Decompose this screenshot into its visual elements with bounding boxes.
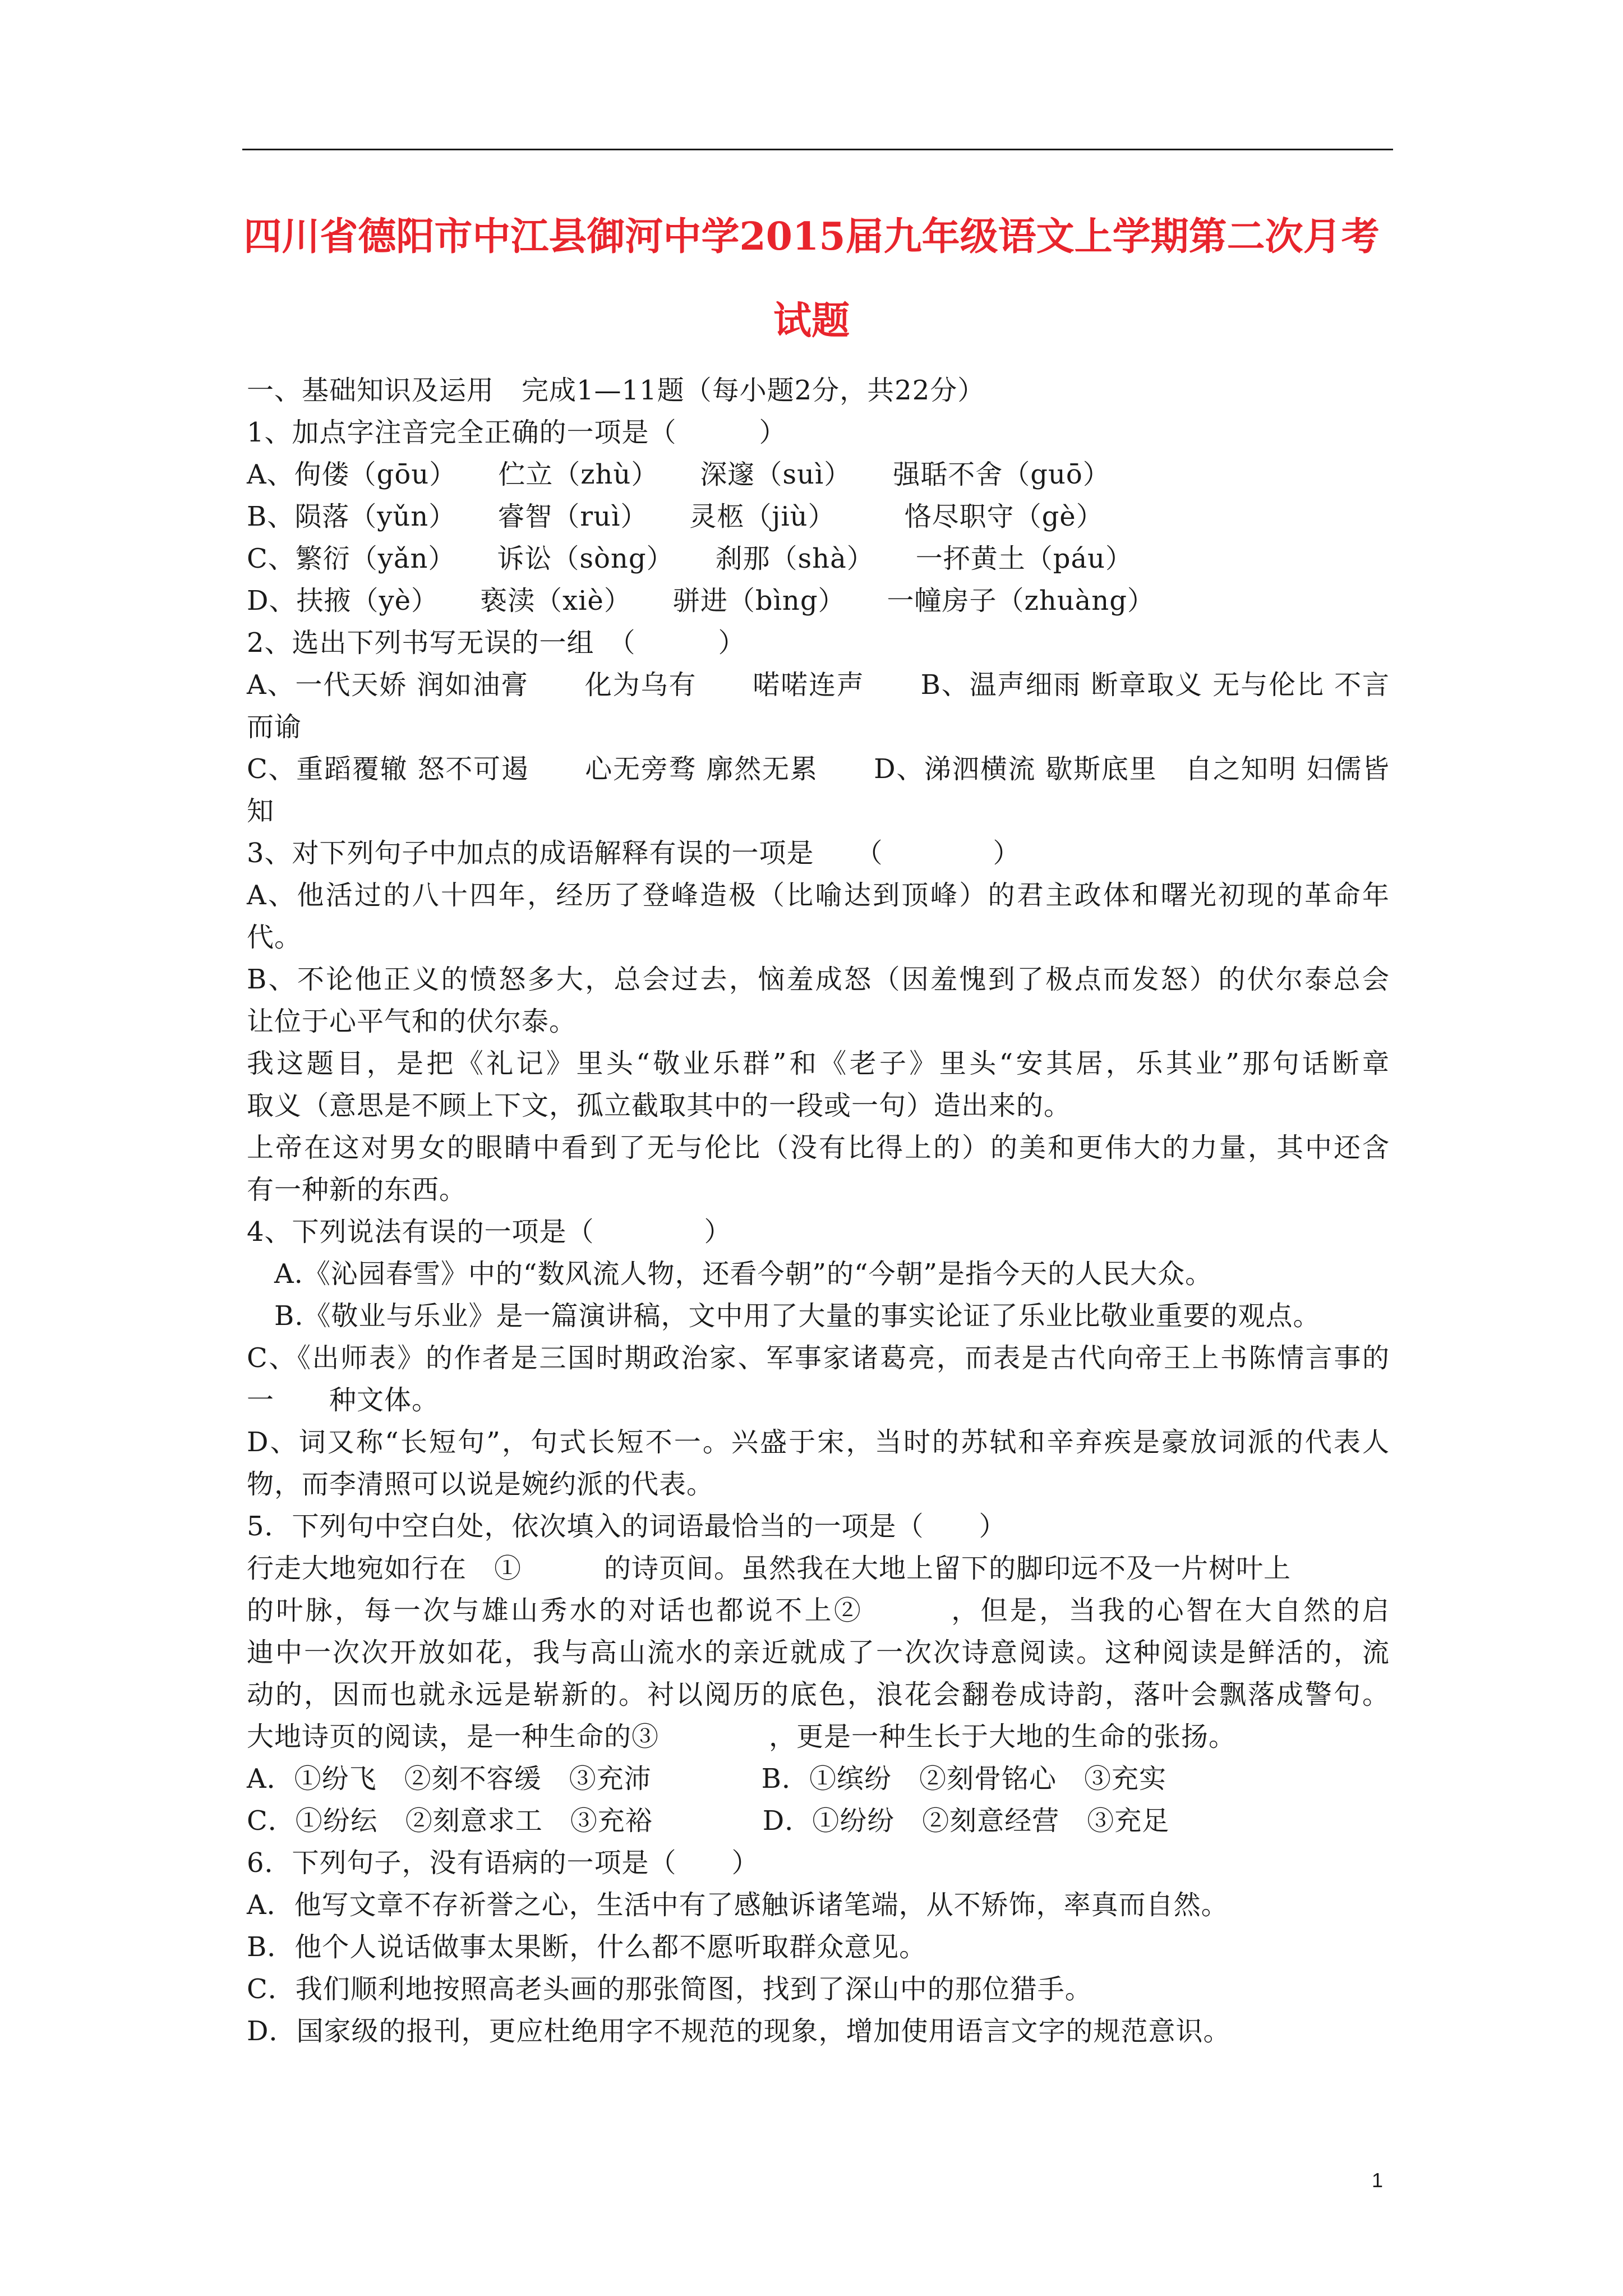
question-6-option-b: B．他个人说话做事太果断，什么都不愿听取群众意见。 xyxy=(247,1931,927,1963)
question-3-option-c: 我这题目，是把《礼记》里头“敬业乐群”和《老子》里头“安其居，乐其业”那句话断章 xyxy=(247,1048,1390,1079)
question-3-stem: 3、对下列句子中加点的成语解释有误的一项是 （ ） xyxy=(247,838,1021,869)
page-number: 1 xyxy=(1372,2169,1384,2192)
question-1-option-b: B、陨落（yǔn） 睿智（ruì） 灵柩（jiù） 恪尽职守（gè） xyxy=(247,501,1104,532)
question-3-option-b-cont: 让位于心平气和的伏尔泰。 xyxy=(247,1006,577,1037)
question-1-option-c: C、繁衍（yǎn） 诉讼（sòng） 刹那（shà） 一抔黄土（páu） xyxy=(247,543,1133,574)
question-6-stem: 6．下列句子，没有语病的一项是（ ） xyxy=(247,1847,759,1879)
question-6-option-d: D．国家级的报刊，更应杜绝用字不规范的现象，增加使用语言文字的规范意识。 xyxy=(247,2016,1231,2047)
question-5-passage-line2: 的叶脉，每一次与雄山秀水的对话也都说不上② ，但是，当我的心智在大自然的启 xyxy=(247,1595,1390,1626)
question-4-option-c: C、《出师表》的作者是三国时期政治家、军事家诸葛亮，而表是古代向帝王上书陈情言事的 xyxy=(247,1342,1390,1374)
section-heading: 一、基础知识及运用 完成1—11题（每小题2分，共22分） xyxy=(247,375,985,406)
question-1-option-a: A、佝偻（gōu） 伫立（zhù） 深邃（suì） 强聒不舍（guō） xyxy=(247,459,1110,490)
question-3-option-b: B、不论他正义的愤怒多大，总会过去，恼羞成怒（因羞愧到了极点而发怒）的伏尔泰总会 xyxy=(247,964,1390,995)
question-6-option-c: C．我们顺利地按照高老头画的那张简图，找到了深山中的那位猎手。 xyxy=(247,1973,1092,2005)
question-2-options-cd: C、重蹈覆辙 怒不可遏 心无旁骛 廓然无累 D、涕泗横流 歇斯底里 自之知明 妇儒皆 xyxy=(247,753,1390,785)
question-5-passage-line4: 动的，因而也就永远是崭新的。衬以阅历的底色，浪花会翻卷成诗韵，落叶会飘落成警句。 xyxy=(247,1679,1390,1710)
question-2-options-ab-cont: 而谕 xyxy=(247,711,302,743)
question-4-option-a: A.《沁园春雪》中的“数风流人物，还看今朝”的“今朝”是指今天的人民大众。 xyxy=(247,1258,1213,1290)
question-5-passage-line5: 大地诗页的阅读，是一种生命的③ ，更是一种生长于大地的生命的张扬。 xyxy=(247,1721,1237,1752)
question-5-passage-line3: 迪中一次次开放如花，我与高山流水的亲近就成了一次次诗意阅读。这种阅读是鲜活的，流 xyxy=(247,1637,1390,1668)
question-1-stem: 1、加点字注音完全正确的一项是（ ） xyxy=(247,417,787,448)
question-6-option-a: A．他写文章不存祈誉之心，生活中有了感触诉诸笔端，从不矫饰，率真而自然。 xyxy=(247,1889,1229,1921)
question-5-options-cd: C．①纷纭 ②刻意求工 ③充裕 D．①纷纷 ②刻意经营 ③充足 xyxy=(247,1805,1170,1837)
document-title-line1: 四川省德阳市中江县御河中学2015届九年级语文上学期第二次月考 xyxy=(243,214,1380,259)
question-5-options-ab: A．①纷飞 ②刻不容缓 ③充沛 B．①缤纷 ②刻骨铭心 ③充实 xyxy=(247,1763,1166,1795)
question-5-passage-line1: 行走大地宛如行在 ① 的诗页间。虽然我在大地上留下的脚印远不及一片树叶上 xyxy=(247,1553,1292,1584)
question-3-option-c-cont: 取义（意思是不顾上下文，孤立截取其中的一段或一句）造出来的。 xyxy=(247,1090,1072,1121)
question-4-option-d-cont: 物，而李清照可以说是婉约派的代表。 xyxy=(247,1469,714,1500)
document-title-line2: 试题 xyxy=(773,298,850,343)
question-4-stem: 4、下列说法有误的一项是（ ） xyxy=(247,1216,732,1248)
question-2-options-cd-cont: 知 xyxy=(247,795,275,827)
question-3-option-d: 上帝在这对男女的眼睛中看到了无与伦比（没有比得上的）的美和更伟大的力量，其中还含 xyxy=(247,1132,1390,1163)
question-4-option-b: B.《敬业与乐业》是一篇演讲稿，文中用了大量的事实论证了乐业比敬业重要的观点。 xyxy=(247,1300,1321,1332)
question-3-option-d-cont: 有一种新的东西。 xyxy=(247,1174,467,1205)
question-3-option-a: A、他活过的八十四年，经历了登峰造极（比喻达到顶峰）的君主政体和曙光初现的革命年 xyxy=(247,880,1390,911)
question-4-option-d: D、词又称“长短句”，句式长短不一。兴盛于宋，当时的苏轼和辛弃疾是豪放词派的代表人 xyxy=(247,1427,1390,1458)
question-4-option-c-cont: 一 种文体。 xyxy=(247,1384,440,1416)
question-5-stem: 5．下列句中空白处，依次填入的词语最恰当的一项是（ ） xyxy=(247,1511,1007,1542)
question-1-option-d: D、扶掖（yè） 亵渎（xiè） 骈进（bìng） 一幢房子（zhuàng） xyxy=(247,585,1155,616)
question-2-stem: 2、选出下列书写无误的一组 （ ） xyxy=(247,627,746,659)
question-2-options-ab: A、一代天娇 润如油膏 化为乌有 喏喏连声 B、温声细雨 断章取义 无与伦比 不言 xyxy=(247,669,1390,701)
header-rule xyxy=(242,149,1393,150)
question-3-option-a-cont: 代。 xyxy=(247,922,302,953)
